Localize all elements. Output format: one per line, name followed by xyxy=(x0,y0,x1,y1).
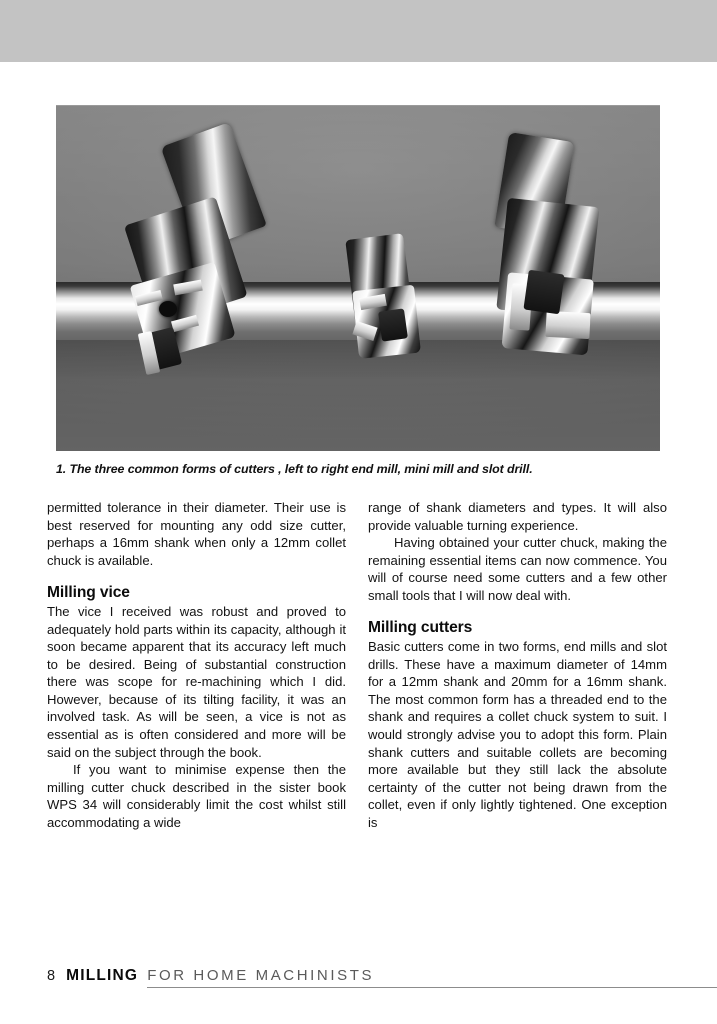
footer-book-subtitle: FOR HOME MACHINISTS xyxy=(147,967,717,988)
figure-photo xyxy=(56,105,660,451)
page-number: 8 xyxy=(47,968,56,984)
slot-drill-blade-shadow xyxy=(523,270,564,315)
heading-milling-cutters: Milling cutters xyxy=(368,619,473,637)
figure-caption: 1. The three common forms of cutters , left to right end mill, mini mill and slot drill. xyxy=(56,462,533,476)
paragraph: Having obtained your cutter chuck, making the remaining essential items can now commence. You will of course need some cutters and a few other small tools that I will now deal with. xyxy=(368,535,667,603)
footer-book-title: MILLING xyxy=(66,967,139,984)
end-mill-centre-hole xyxy=(159,301,177,317)
slot-drill-blade-lower xyxy=(545,311,590,339)
heading-milling-vice: Milling vice xyxy=(47,584,130,602)
paragraph: If you want to minimise expense then the milling cutter chuck described in the sister book WPS 34 will considerably limit the cost whilst still accommodating a wide xyxy=(47,762,346,830)
page-footer xyxy=(47,967,717,988)
right-column xyxy=(368,499,667,831)
top-gray-band xyxy=(0,0,717,62)
left-column xyxy=(47,499,346,831)
paragraph: permitted tolerance in their diameter. Their use is best reserved for mounting any odd size cutter, perhaps a 16mm shank when only a 12mm collet chuck is available. xyxy=(47,500,346,568)
mini-mill-blade-shadow xyxy=(378,308,408,341)
paragraph: range of shank diameters and types. It will also provide valuable turning experience. xyxy=(368,500,667,533)
page-sheet xyxy=(0,62,717,1024)
paragraph: The vice I received was robust and proved to adequately hold parts within its capacity, although it soon became apparent that its accuracy left much to be desired. Being of substantial construction there was scope for re-machining which I did. However, because of its tilting facility, it was an involved task. As will be seen, a vice is not as essential as is often considered and more will be said on the subject through the book. xyxy=(47,604,346,760)
paragraph: Basic cutters come in two forms, end mills and slot drills. These have a maximum diameter of 14mm for a 12mm shank and 20mm for a 16mm shank. The most common form has a threaded end to the shank and requires a collet chuck system to suit. I would strongly advise you to adopt this form. Plain shank cutters and suitable collets are becoming more available but they still lack the absolute certainty of the cutter not being drawn from the collet, even if only lightly tightened. One exception is xyxy=(368,639,667,830)
text-columns xyxy=(47,499,670,831)
